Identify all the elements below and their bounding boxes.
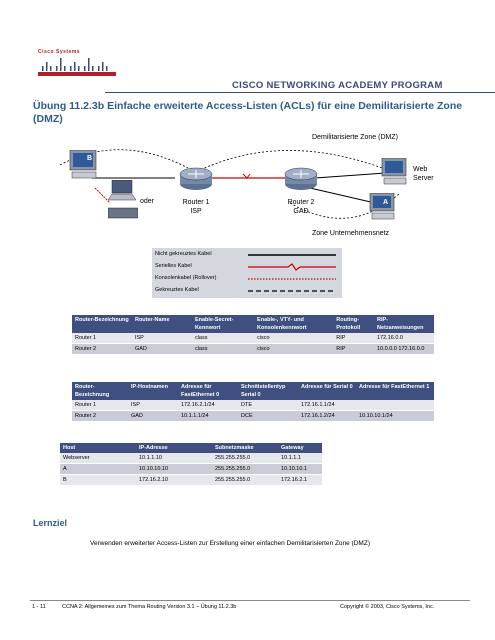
table-row <box>60 464 322 475</box>
t1-cell: ISP <box>132 333 192 344</box>
keyboard-icon <box>108 206 138 220</box>
legend-label-straight: Nicht gekreuztes Kabel <box>155 251 212 257</box>
t3-header: Gateway <box>278 443 322 453</box>
host-a-icon <box>368 193 398 223</box>
t1-cell: cisco <box>254 344 333 355</box>
t3-cell: Webserver <box>60 453 136 464</box>
cisco-logo-text: Cisco Systems <box>38 49 81 55</box>
interface-table <box>72 382 434 422</box>
t2-cell: ISP <box>128 400 178 411</box>
t2-cell: GAD <box>128 411 178 422</box>
table-row <box>72 333 434 344</box>
router1-sub: ISP <box>190 208 202 215</box>
t2-cell: DCE <box>238 411 298 422</box>
t2-cell: 172.16.1.2/24 <box>298 411 356 422</box>
t1-cell: 172.16.0.0 <box>374 333 434 344</box>
t2-header: Adresse für FastEthernet 1 <box>356 382 434 400</box>
table-row <box>72 344 434 355</box>
section-heading-lernziel: Lernziel <box>33 518 68 528</box>
lernziel-text: Verwenden erweiterter Access-Listen zur Erstellung einer einfachen Demilitarisierten Zone (DMZ) <box>90 540 370 547</box>
t1-cell: GAD <box>132 344 192 355</box>
t1-cell: cisco <box>254 333 333 344</box>
t1-cell: class <box>192 344 254 355</box>
t3-cell: 10.1.1.10 <box>136 453 212 464</box>
t3-cell: 255.255.255.0 <box>212 475 278 486</box>
t1-header: RIP-Netzanweisungen <box>374 315 434 333</box>
oder-label: oder <box>140 198 155 205</box>
router1-name: Router 1 <box>182 199 210 206</box>
t1-cell: RIP <box>333 344 374 355</box>
router-table <box>72 315 434 355</box>
table-row <box>72 400 434 411</box>
t3-header: IP-Adresse <box>136 443 212 453</box>
footer-divider <box>30 600 470 601</box>
t1-cell: class <box>192 333 254 344</box>
t2-cell: DTE <box>238 400 298 411</box>
cisco-logo-icon <box>38 56 116 76</box>
router2-icon <box>283 166 319 192</box>
program-title: CISCO NETWORKING ACADEMY PROGRAM <box>232 80 443 91</box>
legend-crossover-line <box>248 289 336 293</box>
t3-cell: A <box>60 464 136 475</box>
t1-cell: RIP <box>333 333 374 344</box>
host-b-label: B <box>87 155 93 162</box>
header-divider <box>105 92 495 93</box>
host-b-icon <box>68 150 100 184</box>
t1-header: Enable-Secret-Kennwort <box>192 315 254 333</box>
router2-sub: GAD <box>293 208 309 215</box>
t1-cell: Router 1 <box>72 333 132 344</box>
page-title: Übung 11.2.3b Einfache erweiterte Access-Listen (ACLs) für eine Demilitarisierte Zone (DMZ) <box>33 100 463 125</box>
dmz-label: Demilitarisierte Zone (DMZ) <box>312 134 398 141</box>
table-row <box>60 475 322 486</box>
web-server-icon <box>380 158 410 188</box>
t2-header: IP-Hostnamen <box>128 382 178 400</box>
t2-cell: 172.16.2.1/24 <box>178 400 238 411</box>
t3-cell: 172.16.2.10 <box>136 475 212 486</box>
footer-course: CCNA 2: Allgemeines zum Thema Routing Version 3.1 – Übung 11.2.3b <box>62 604 237 610</box>
t2-cell <box>356 400 434 411</box>
t1-cell: Router 2 <box>72 344 132 355</box>
web-server-label: Web Server <box>413 166 434 182</box>
t1-header: Router-Name <box>132 315 192 333</box>
t3-cell: B <box>60 475 136 486</box>
t2-header: Router-Bezeichnung <box>72 382 128 400</box>
footer-copyright: Copyright © 2003, Cisco Systems, Inc. <box>340 604 435 610</box>
t2-header: Schnittstellentyp Serial 0 <box>238 382 298 400</box>
t3-cell: 255.255.255.0 <box>212 464 278 475</box>
legend-console-line <box>248 277 336 281</box>
table-row <box>72 411 434 422</box>
legend-serial-line <box>248 263 336 271</box>
t3-cell: 255.255.255.0 <box>212 453 278 464</box>
legend-label-serial: Serielles Kabel <box>155 263 192 269</box>
t1-cell: 10.0.0.0 172.16.0.0 <box>374 344 434 355</box>
legend-label-console: Konsolenkabel (Rollover) <box>155 275 217 281</box>
t1-header: Enable-, VTY- und Konsolenkennwort <box>254 315 333 333</box>
laptop-icon <box>108 180 136 202</box>
t2-header: Adresse für FastEthernet 0 <box>178 382 238 400</box>
t3-cell: 10.10.10.10 <box>136 464 212 475</box>
t2-header: Adresse für Serial 0 <box>298 382 356 400</box>
t2-cell: Router 1 <box>72 400 128 411</box>
zone-label: Zone Unternehmensnetz <box>312 230 390 237</box>
t1-header: Router-Bezeichnung <box>72 315 132 333</box>
host-table <box>60 443 322 486</box>
t3-cell: 10.10.10.1 <box>278 464 322 475</box>
t3-cell: 172.16.2.1 <box>278 475 322 486</box>
legend-straight-line <box>248 253 336 257</box>
t3-header: Subnetzmaske <box>212 443 278 453</box>
t2-cell: Router 2 <box>72 411 128 422</box>
router1-icon <box>178 166 214 192</box>
host-a-label: A <box>383 199 389 206</box>
t3-cell: 10.1.1.1 <box>278 453 322 464</box>
footer-page: 1 - 11 <box>32 604 46 610</box>
t3-header: Host <box>60 443 136 453</box>
t2-cell: 10.1.1.1/24 <box>178 411 238 422</box>
table-row <box>60 453 322 464</box>
router2-name: Router 2 <box>287 199 315 206</box>
t1-header: Routing-Protokoll <box>333 315 374 333</box>
t2-cell: 172.16.1.1/24 <box>298 400 356 411</box>
cable-legend <box>152 248 342 298</box>
t2-cell: 10.10.10.1/24 <box>356 411 434 422</box>
legend-label-crossover: Gekreuztes Kabel <box>155 287 199 293</box>
